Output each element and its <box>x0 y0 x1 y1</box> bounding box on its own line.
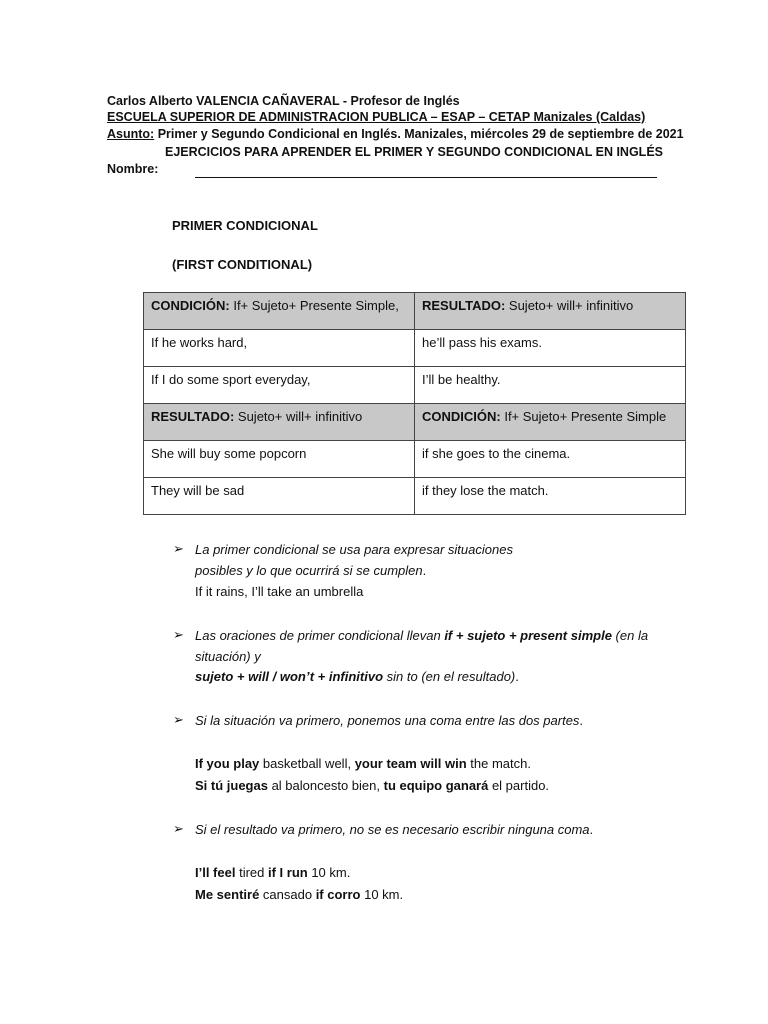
table-cell: if she goes to the cinema. <box>415 441 686 478</box>
conditional-table <box>143 292 686 515</box>
example-sentence: If you play basketball well, your team will win the match. <box>195 756 531 771</box>
table-cell: I’ll be healthy. <box>415 367 686 404</box>
bullet-arrow-icon: ➢ <box>173 627 184 642</box>
table-cell: CONDICIÓN: If+ Sujeto+ Presente Simple, <box>144 293 415 330</box>
section-heading: PRIMER CONDICIONAL <box>172 218 318 233</box>
table-row <box>144 330 686 367</box>
note-text: Si el resultado va primero, no se es necesario escribir ninguna coma. <box>195 822 594 837</box>
table-cell: If I do some sport everyday, <box>144 367 415 404</box>
table-row <box>144 441 686 478</box>
example-sentence: Si tú juegas al baloncesto bien, tu equipo ganará el partido. <box>195 778 550 793</box>
bullet-arrow-icon: ➢ <box>173 821 184 836</box>
table-cell: If he works hard, <box>144 330 415 367</box>
table-cell: She will buy some popcorn <box>144 441 415 478</box>
author-line: Carlos Alberto VALENCIA CAÑAVERAL - Profesor de Inglés <box>107 94 460 108</box>
example-sentence: I’ll feel tired if I run 10 km. <box>195 865 351 880</box>
document-title: EJERCICIOS PARA APRENDER EL PRIMER Y SEGUNDO CONDICIONAL EN INGLÉS <box>165 145 663 159</box>
table-row <box>144 404 686 441</box>
bullet-arrow-icon: ➢ <box>173 712 184 727</box>
table-row <box>144 478 686 515</box>
note-text: La primer condicional se usa para expresar situaciones <box>195 542 513 557</box>
note-text: Si la situación va primero, ponemos una coma entre las dos partes. <box>195 713 584 728</box>
note-text: posibles y lo que ocurrirá si se cumplen. <box>195 563 427 578</box>
subject-label: Asunto: <box>107 127 155 141</box>
table-cell: CONDICIÓN: If+ Sujeto+ Presente Simple <box>415 404 686 441</box>
table-cell: RESULTADO: Sujeto+ will+ infinitivo <box>415 293 686 330</box>
table-cell: he’ll pass his exams. <box>415 330 686 367</box>
table-row <box>144 293 686 330</box>
note-text: sujeto + will / won’t + infinitivo sin to (en el resultado). <box>195 669 519 684</box>
example-sentence: If it rains, I’ll take an umbrella <box>195 584 364 599</box>
table-cell: They will be sad <box>144 478 415 515</box>
note-text: Las oraciones de primer condicional llevan if + sujeto + present simple (en la <box>195 628 649 643</box>
bullet-arrow-icon: ➢ <box>173 541 184 556</box>
section-subheading: (FIRST CONDITIONAL) <box>172 257 313 272</box>
subject-text: Primer y Segundo Condicional en Inglés. Manizales, miércoles 29 de septiembre de 2021 <box>154 127 684 141</box>
school-line: ESCUELA SUPERIOR DE ADMINISTRACION PUBLICA – ESAP – CETAP Manizales (Caldas) <box>107 110 646 124</box>
table-cell: if they lose the match. <box>415 478 686 515</box>
subject-line <box>107 127 684 141</box>
table-cell: RESULTADO: Sujeto+ will+ infinitivo <box>144 404 415 441</box>
name-label: Nombre: <box>107 162 159 176</box>
note-text: situación) y <box>195 649 261 664</box>
name-blank-line <box>195 176 657 178</box>
table-row <box>144 367 686 404</box>
example-sentence: Me sentiré cansado if corro 10 km. <box>195 887 404 902</box>
